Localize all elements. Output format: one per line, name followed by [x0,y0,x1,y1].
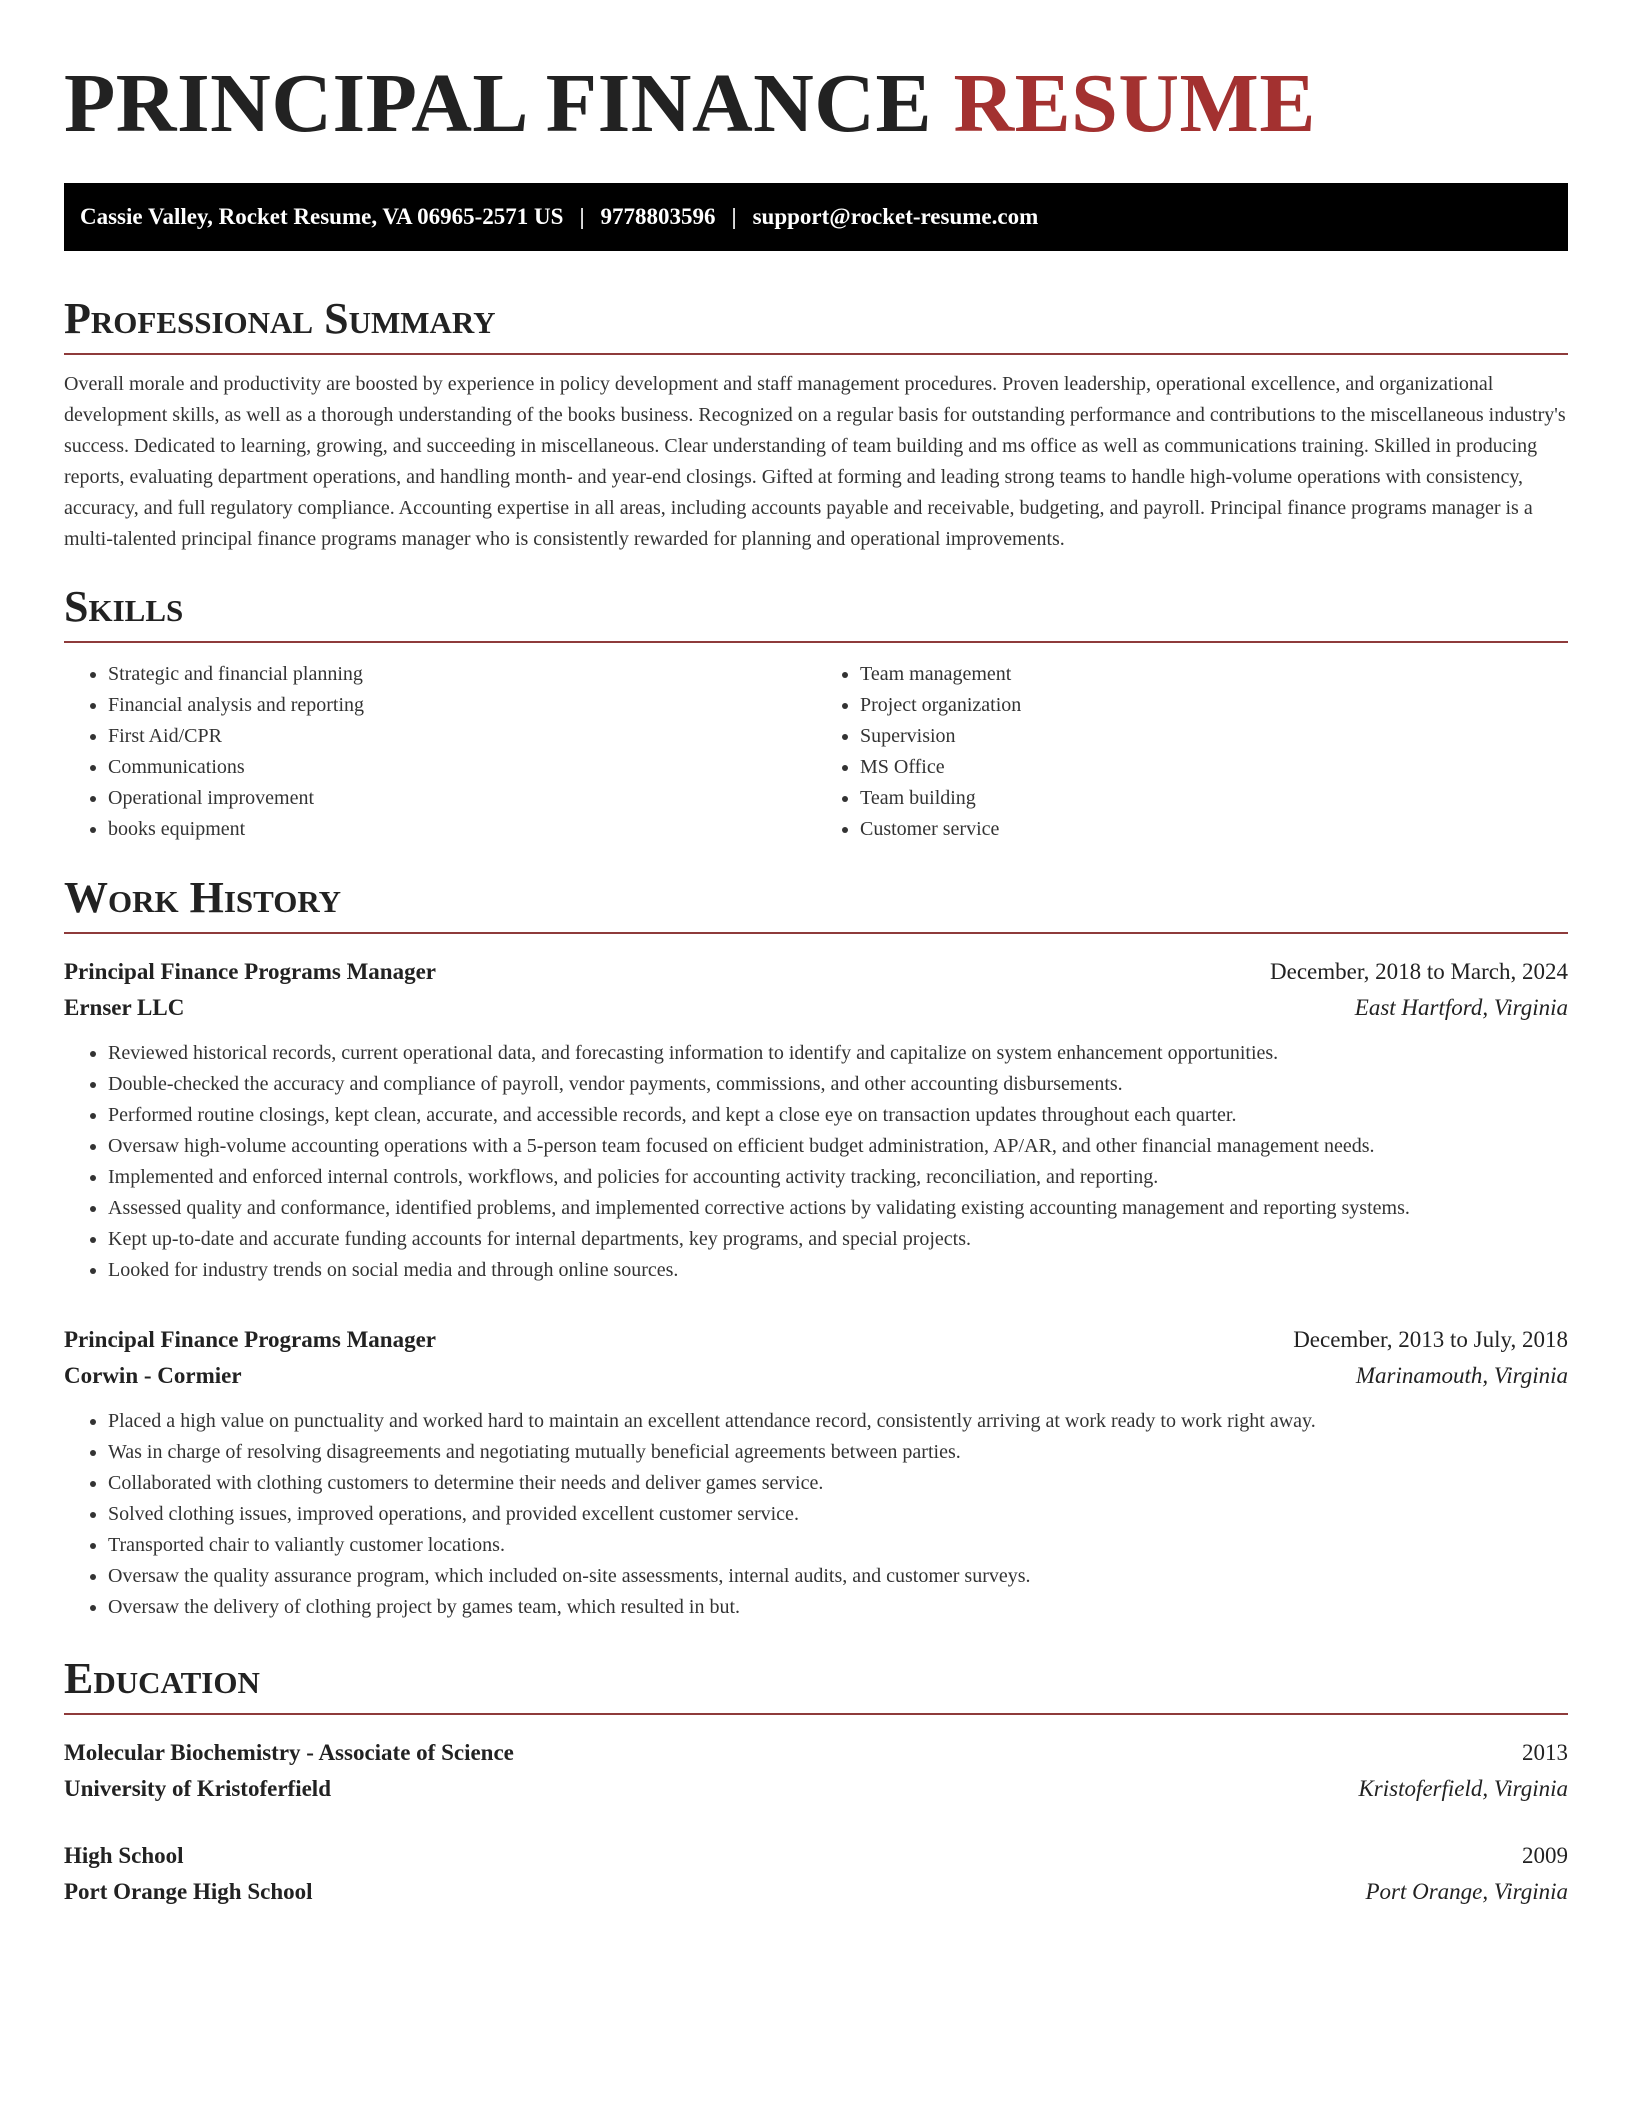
skill-item: • Team building [860,783,1568,814]
job-bullet: • Was in charge of resolving disagreements and negotiating mutually beneficial agreements between parties. [108,1437,1568,1468]
education-school: University of Kristoferfield [64,1776,331,1801]
skill-item: • Operational improvement [108,783,816,814]
education-year: 2013 [1522,1740,1568,1765]
summary-heading: Professional Summary [64,293,1568,355]
title-accent: RESUME [953,57,1316,150]
skill-item: • Financial analysis and reporting [108,690,816,721]
job-company: Ernser LLC [64,995,185,1020]
skill-item: • Customer service [860,814,1568,845]
job-title: Principal Finance Programs Manager [64,959,436,984]
skills-list-left [64,659,816,845]
work-history-section [64,872,1568,1623]
education-location: Port Orange, Virginia [1365,1879,1568,1904]
contact-separator: | [579,204,585,229]
job-location: East Hartford, Virginia [1354,995,1568,1020]
contact-separator: | [731,204,737,229]
skill-item: • Communications [108,752,816,783]
job-bullet: • Placed a high value on punctuality and worked hard to maintain an excellent attendance record, consistently arriving at work ready to work right away. [108,1406,1568,1437]
job-bullet: • Implemented and enforced internal controls, workflows, and policies for accounting activity tracking, reconciliation, and reporting. [108,1162,1568,1193]
job-entry [64,1322,1568,1623]
education-location: Kristoferfield, Virginia [1358,1776,1568,1801]
education-degree: Molecular Biochemistry - Associate of Science [64,1740,514,1765]
job-company: Corwin - Cormier [64,1363,242,1388]
skills-list-right [816,659,1568,845]
education-heading: Education [64,1653,1568,1715]
job-bullet: • Solved clothing issues, improved operations, and provided excellent customer service. [108,1499,1568,1530]
education-school: Port Orange High School [64,1879,313,1904]
job-bullet: • Oversaw high-volume accounting operations with a 5-person team focused on efficient budget administration, AP/AR, and other financial management needs. [108,1131,1568,1162]
job-dates: December, 2013 to July, 2018 [1293,1327,1568,1352]
job-dates: December, 2018 to March, 2024 [1270,959,1568,984]
job-entry [64,954,1568,1286]
skills-columns [64,659,1568,845]
job-bullet: • Oversaw the delivery of clothing project by games team, which resulted in but. [108,1592,1568,1623]
job-bullet: • Double-checked the accuracy and compliance of payroll, vendor payments, commissions, and other accounting disbursements. [108,1069,1568,1100]
skill-item: • First Aid/CPR [108,721,816,752]
job-bullet: • Performed routine closings, kept clean, accurate, and accessible records, and kept a close eye on transaction updates throughout each quarter. [108,1100,1568,1131]
skill-item: • MS Office [860,752,1568,783]
skills-heading: Skills [64,581,1568,643]
job-bullet: • Collaborated with clothing customers to determine their needs and deliver games service. [108,1468,1568,1499]
contact-email: support@rocket-resume.com [752,204,1039,229]
education-entry [64,1735,1568,1807]
education-year: 2009 [1522,1843,1568,1868]
title-main: PRINCIPAL FINANCE [64,57,932,150]
skill-item: • Supervision [860,721,1568,752]
education-section [64,1653,1568,1910]
contact-address: Cassie Valley, Rocket Resume, VA 06965-2571 US [80,204,564,229]
resume-title [64,0,1568,150]
skill-item: • Strategic and financial planning [108,659,816,690]
summary-section [64,293,1568,555]
contact-phone: 9778803596 [600,204,716,229]
summary-text: Overall morale and productivity are boosted by experience in policy development and staff management procedures. Proven leadership, operational excellence, and organizational development skills, as well as a thorough understanding of the books business. Recognized on a regular basis for outstanding performance and contributions to the miscellaneous industry's success. Dedicated to learning, growing, and succeeding in miscellaneous. Clear understanding of team building and ms office as well as communications training. Skilled in producing reports, evaluating department operations, and handling month- and year-end closings. Gifted at forming and leading strong teams to handle high-volume operations with consistency, accuracy, and full regulatory compliance. Accounting expertise in all areas, including accounts payable and receivable, budgeting, and payroll. Principal finance programs manager is a multi-talented principal finance programs manager who is consistently rewarded for planning and operational improvements. [64,373,1566,550]
skills-section [64,581,1568,845]
job-bullet: • Assessed quality and conformance, identified problems, and implemented corrective actions by validating existing accounting management and reporting systems. [108,1193,1568,1224]
education-entry [64,1838,1568,1910]
job-bullet: • Transported chair to valiantly customer locations. [108,1530,1568,1561]
skill-item: • books equipment [108,814,816,845]
job-bullet: • Reviewed historical records, current operational data, and forecasting information to identify and capitalize on system enhancement opportunities. [108,1038,1568,1069]
job-bullet: • Kept up-to-date and accurate funding accounts for internal departments, key programs, and special projects. [108,1224,1568,1255]
job-bullets [64,1038,1568,1286]
work-history-heading: Work History [64,872,1568,934]
contact-bar [64,183,1568,251]
job-bullet: • Oversaw the quality assurance program, which included on-site assessments, internal audits, and customer surveys. [108,1561,1568,1592]
skill-item: • Project organization [860,690,1568,721]
job-title: Principal Finance Programs Manager [64,1327,436,1352]
skill-item: • Team management [860,659,1568,690]
job-bullet: • Looked for industry trends on social media and through online sources. [108,1255,1568,1286]
education-degree: High School [64,1843,184,1868]
job-location: Marinamouth, Virginia [1355,1363,1568,1388]
job-bullets [64,1406,1568,1623]
